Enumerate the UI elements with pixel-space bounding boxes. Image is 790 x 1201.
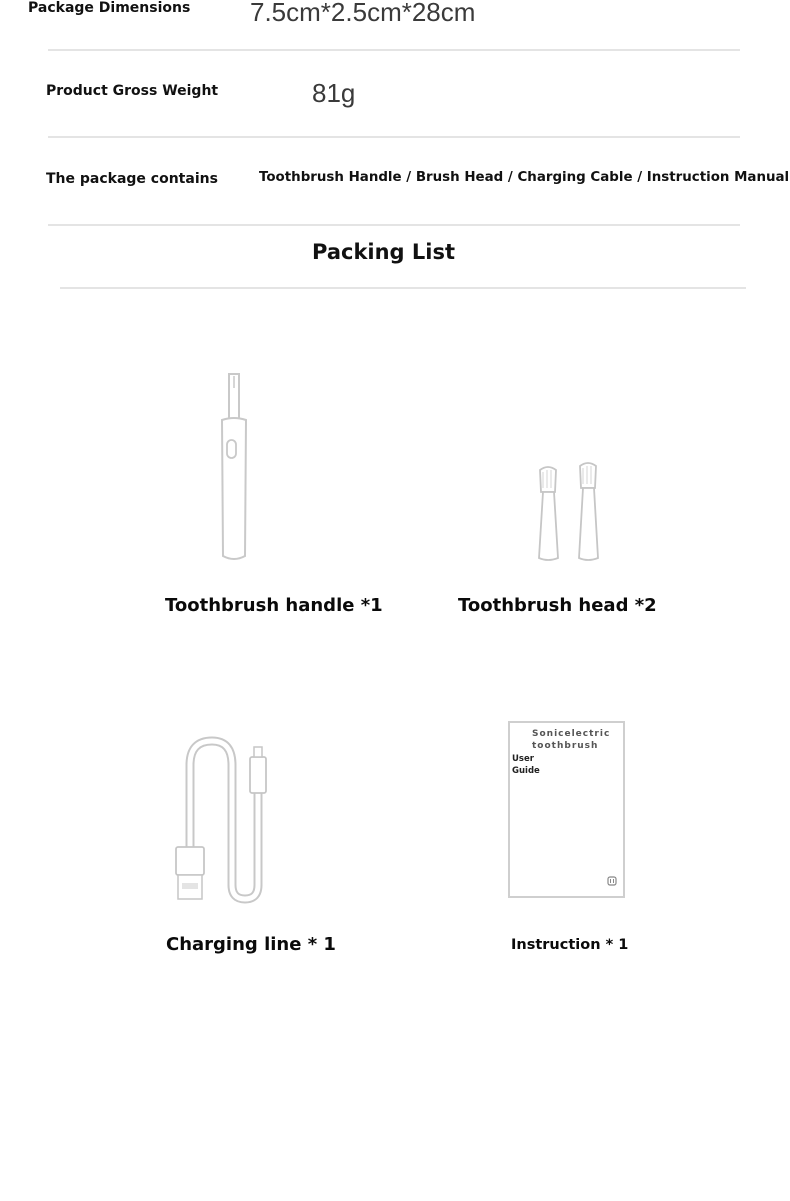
spec-value-weight: 81g xyxy=(312,78,356,108)
spec-divider xyxy=(48,224,740,226)
section-divider xyxy=(60,287,746,289)
manual-subtitle-line1: User xyxy=(512,754,534,764)
spec-divider xyxy=(48,136,740,138)
charging-cable-icon xyxy=(170,735,280,905)
spec-label-contents: The package contains xyxy=(46,171,218,187)
caption-toothbrush-head: Toothbrush head *2 xyxy=(458,595,657,616)
manual-title-line2: toothbrush xyxy=(532,741,599,751)
packing-list-title: Packing List xyxy=(312,240,456,264)
manual-title-line1: Sonicelectric xyxy=(532,729,611,739)
brush-head-icon xyxy=(530,460,610,566)
spec-value-contents: Toothbrush Handle / Brush Head / Charging Cable / Instruction Manual xyxy=(259,170,790,185)
manual-subtitle-line2: Guide xyxy=(512,766,540,776)
toothbrush-handle-icon xyxy=(214,370,254,565)
spec-value-dimensions: 7.5cm*2.5cm*28cm xyxy=(250,0,476,27)
caption-charging-line: Charging line * 1 xyxy=(166,934,336,955)
caption-instruction: Instruction * 1 xyxy=(511,937,629,953)
spec-label-weight: Product Gross Weight xyxy=(46,83,219,99)
spec-divider xyxy=(48,49,740,51)
spec-label-dimensions: Package Dimensions xyxy=(28,0,191,16)
instruction-manual-icon xyxy=(508,721,625,898)
brand-logo-icon xyxy=(607,876,617,886)
caption-toothbrush-handle: Toothbrush handle *1 xyxy=(165,595,383,616)
